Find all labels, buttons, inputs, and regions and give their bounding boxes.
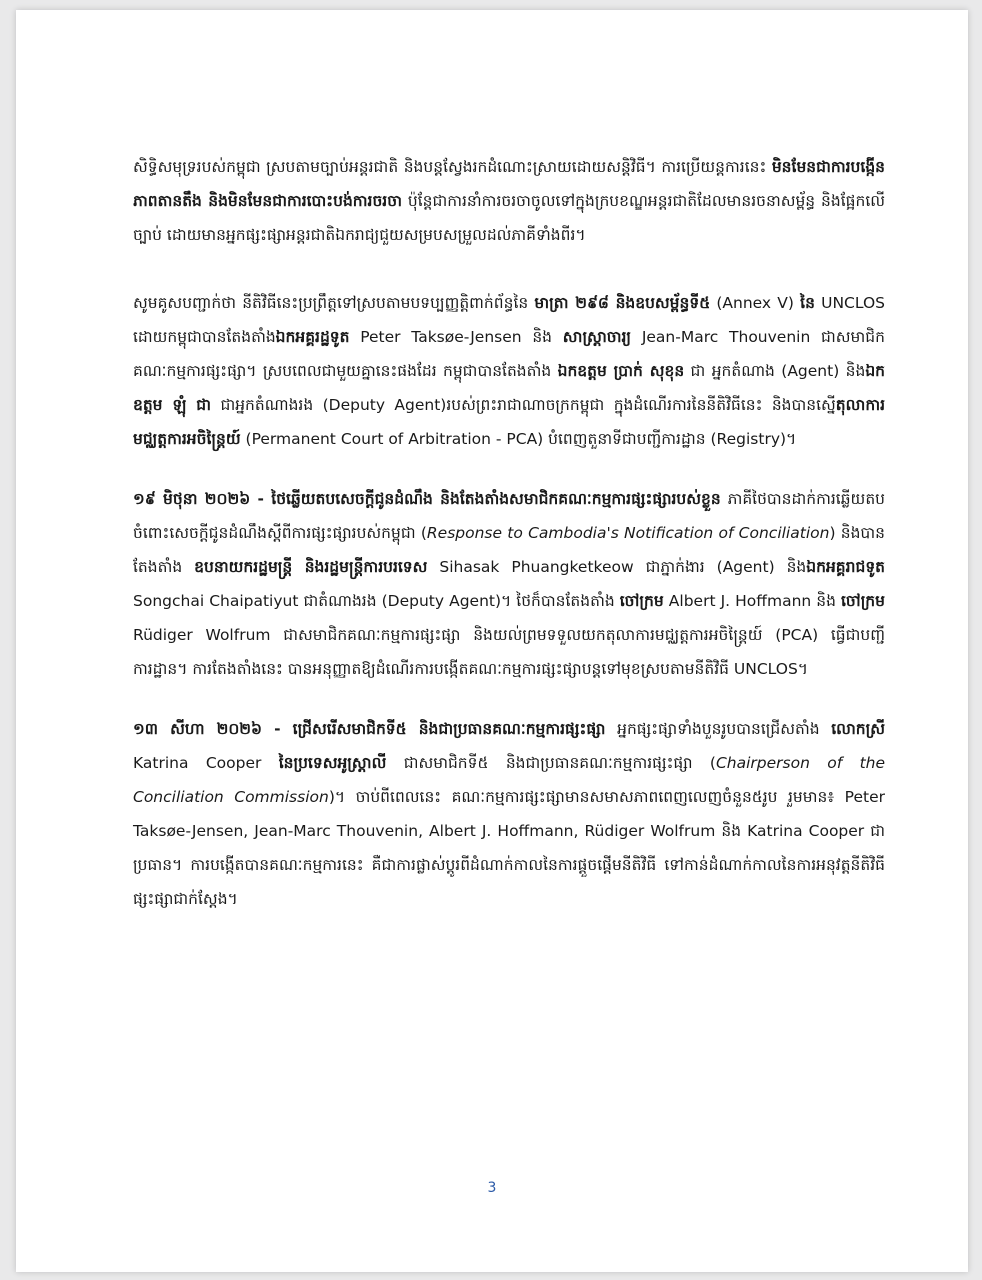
para2-segment-2: (Annex V)	[710, 294, 801, 312]
para2-segment-13: តុលាការមជ្ឈត្តការអចិន្ត្រៃយ៍	[133, 396, 885, 448]
para3-segment-7: Songchai Chaipatiyut ជាតំណាងរង (Deputy Agent)។ ថៃក៏បានតែងតាំង	[133, 592, 620, 610]
para2-segment-14: (Permanent Court of Arbitration - PCA) បំពេញតួនាទីជាបញ្ជីការដ្ឋាន (Registry)។	[240, 430, 797, 448]
para4-segment-5: ជាសមាជិកទី៥ និងជាប្រធានគណៈកម្មការផ្សះផ្សា (	[386, 754, 716, 772]
para2-segment-11: ឯកឧត្តម ឡុំ ជា	[133, 362, 885, 414]
para4-segment-6: Chairperson of the Conciliation Commission	[133, 754, 886, 806]
para3-segment-0: ១៩ មិថុនា ២០២៦ - ថៃឆ្លើយតបសេចក្តីជូនដំណឹង និងតែងតាំងសមាជិកគណៈកម្មការផ្សះផ្សារបស់ខ្លួន	[133, 490, 721, 508]
paragraph-thailand-response	[133, 482, 885, 686]
para2-segment-7: សាស្ត្រាចារ្យ	[562, 328, 632, 346]
document-page	[16, 10, 968, 1272]
para4-segment-0: ១៣ សីហា ២០២៦ - ជ្រើសរើសមាជិកទី៥ និងជាប្រធានគណៈកម្មការផ្សះផ្សា	[133, 720, 606, 738]
para2-segment-3: នៃ	[800, 294, 815, 312]
document-body	[133, 150, 885, 916]
para4-segment-3: Katrina Cooper	[133, 754, 279, 772]
para3-segment-8: ចៅក្រម	[619, 592, 664, 610]
para3-segment-4: ឧបនាយករដ្ឋមន្ត្រី និងរដ្ឋមន្ត្រីការបរទេស	[194, 558, 428, 576]
para2-segment-10: ជា អ្នកតំណាង (Agent) និង	[684, 362, 866, 380]
para3-segment-6: ឯកអគ្គរាជទូត	[806, 558, 885, 576]
para2-segment-4: UNCLOS ដោយកម្ពុជាបានតែងតាំង	[133, 294, 886, 346]
paragraph-procedure	[133, 286, 885, 456]
para4-segment-2: លោកស្រី	[831, 720, 886, 738]
para2-segment-0: សូមគូសបញ្ជាក់ថា នីតិវិធីនេះប្រព្រឹត្តទៅស្របតាមបទប្បញ្ញត្តិពាក់ព័ន្ធនៃ	[133, 294, 535, 312]
para3-segment-10: ចៅក្រម	[841, 592, 885, 610]
paragraph-fifth-member	[133, 712, 885, 916]
para2-segment-6: Peter Taksøe-Jensen និង	[349, 328, 563, 346]
para4-segment-4: នៃប្រទេសអូស្ត្រាលី	[278, 754, 387, 772]
para3-segment-2: Response to Cambodia's Notification of Conciliation	[426, 524, 830, 542]
para1-segment-0: សិទ្ធិសមុទ្ររបស់កម្ពុជា ស្របតាមច្បាប់អន្តរជាតិ និងបន្តស្វែងរកដំណោះស្រាយដោយសន្តិវិធី។ ការប្រើយន្តការនេះ	[133, 158, 772, 176]
para2-segment-5: ឯកអគ្គរដ្ឋទូត	[275, 328, 350, 346]
para4-segment-7: )។ ចាប់ពីពេលនេះ គណៈកម្មការផ្សះផ្សាមានសមាសភាពពេញលេញចំនួន៥រូប រួមមាន៖ Peter Taksøe-Jensen, Jean-Marc Thouvenin, Albert J. Hoffmann, Rüdiger Wolfrum និង Katrina Cooper ជាប្រធាន។ ការបង្កើតបានគណៈកម្មការនេះ គឺជាការផ្លាស់ប្តូរពីដំណាក់កាលនៃការផ្តួចផ្តើមនីតិវិធី ទៅកាន់ដំណាក់កាលនៃការអនុវត្តនីតិវិធីផ្សះផ្សាជាក់ស្តែង។	[133, 788, 885, 908]
para3-segment-5: Sihasak Phuangketkeow ជាភ្នាក់ងារ (Agent) និង	[427, 558, 807, 576]
para4-segment-1: អ្នកផ្សះផ្សាទាំងបួនរូបបានជ្រើសតាំង	[605, 720, 832, 738]
para3-segment-9: Albert J. Hoffmann និង	[663, 592, 842, 610]
para1-segment-2: ប៉ុន្តែជាការនាំការចរចាចូលទៅក្នុងក្របខណ្ឌអន្តរជាតិដែលមានរចនាសម្ព័ន្ធ និងផ្អែកលើច្បាប់ ដោយមានអ្នកផ្សះផ្សាអន្តរជាតិឯករាជ្យជួយសម្របសម្រួលដល់ភាគីទាំងពីរ។	[133, 192, 885, 244]
paragraph-intro	[133, 150, 885, 252]
para2-segment-1: មាត្រា ២៩៨ និងឧបសម្ព័ន្ធទី៥	[534, 294, 711, 312]
para2-segment-12: ជាអ្នកតំណាងរង (Deputy Agent)របស់ព្រះរាជាណាចក្រកម្ពុជា ក្នុងដំណើរការនៃនីតិវិធីនេះ និងបានស្នើ	[211, 396, 836, 414]
page-number: 3	[487, 1180, 497, 1196]
para2-segment-8: Jean-Marc Thouvenin ជាសមាជិកគណៈកម្មការផ្សះផ្សា។ ស្របពេលជាមួយគ្នានេះផងដែរ កម្ពុជាបានតែងតាំង	[133, 328, 885, 380]
para3-segment-11: Rüdiger Wolfrum ជាសមាជិកគណៈកម្មការផ្សះផ្សា និងយល់ព្រមទទួលយកតុលាការមជ្ឈត្តការអចិន្ត្រៃយ៍ (PCA) ធ្វើជាបញ្ជីការដ្ឋាន។ ការតែងតាំងនេះ បានអនុញ្ញាតឱ្យដំណើរការបង្កើតគណៈកម្មការផ្សះផ្សាបន្តទៅមុខស្របតាមនីតិវិធី UNCLOS។	[133, 626, 885, 678]
para3-segment-3: ) និងបានតែងតាំង	[133, 524, 886, 576]
para2-segment-9: ឯកឧត្តម ប្រាក់ សុខុន	[557, 362, 685, 380]
para3-segment-1: ភាគីថៃបានដាក់ការឆ្លើយតបចំពោះសេចក្តីជូនដំណឹងស្តីពីការផ្សះផ្សារបស់កម្ពុជា (	[133, 490, 885, 542]
para1-segment-1: មិនមែនជាការបង្កើនភាពតានតឹង និងមិនមែនជាការបោះបង់ការចរចា	[133, 158, 885, 210]
